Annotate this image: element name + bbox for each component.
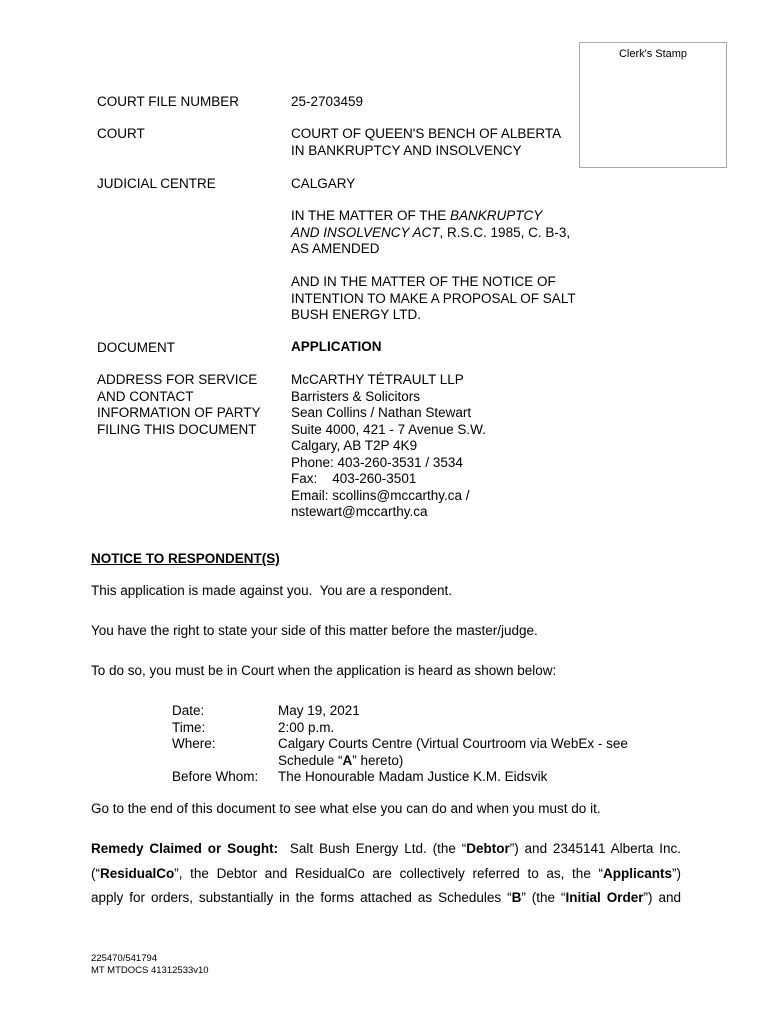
clerks-stamp-box xyxy=(579,42,727,168)
hearing-before-whom: The Honourable Madam Justice K.M. Eidsvik xyxy=(278,769,548,784)
matter-bia xyxy=(291,208,570,258)
notice-paragraph-3: To do so, you must be in Court when the application is heard as shown below: xyxy=(91,663,557,678)
remedy-line-1: Remedy Claimed or Sought: Salt Bush Energy Ltd. (the “Debtor”) and 2345141 Alberta Inc. xyxy=(91,841,681,856)
judicial-centre: CALGARY xyxy=(291,176,356,191)
notice-paragraph-2: You have the right to state your side of this matter before the master/judge. xyxy=(91,623,538,638)
clerks-stamp-label: Clerk's Stamp xyxy=(618,48,688,60)
notice-paragraph-1: This application is made against you. You are a respondent. xyxy=(91,583,452,598)
address-label-line-3: INFORMATION OF PARTY xyxy=(97,405,261,420)
matter-bia-line-1: IN THE MATTER OF THE BANKRUPTCY xyxy=(291,208,543,223)
address-for-service xyxy=(291,372,486,521)
court-file-number: 25-2703459 xyxy=(291,94,364,109)
address-phone: Phone: 403-260-3531 / 3534 xyxy=(291,454,463,470)
address-firm: McCARTHY TÉTRAULT LLP xyxy=(291,372,464,387)
footer-docs-reference: MT MTDOCS 41312533v10 xyxy=(91,965,209,976)
matter-noi xyxy=(291,274,576,324)
hearing-before-label: Before Whom: xyxy=(172,769,259,784)
document-footer xyxy=(91,953,209,977)
address-for-service-label xyxy=(97,372,261,438)
hearing-time-label: Time: xyxy=(172,719,206,735)
hearing-where-label: Where: xyxy=(172,736,216,751)
address-label-line-2: AND CONTACT xyxy=(97,388,194,404)
address-street: Suite 4000, 421 - 7 Avenue S.W. xyxy=(291,421,486,437)
hearing-date: May 19, 2021 xyxy=(278,703,360,718)
hearing-date-label: Date: xyxy=(172,703,205,718)
court-line-2: IN BANKRUPTCY AND INSOLVENCY xyxy=(291,142,522,158)
court-label: COURT xyxy=(97,126,145,141)
address-title: Barristers & Solicitors xyxy=(291,388,421,404)
notice-paragraph-4: Go to the end of this document to see what else you can do and when you must do it. xyxy=(91,801,601,816)
remedy-line-2: (“ResidualCo”, the Debtor and ResidualCo are collectively referred to as, the “Applicants”) xyxy=(91,866,681,881)
remedy-line-3: apply for orders, substantially in the forms attached as Schedules “B” (the “Initial Order”) and xyxy=(91,890,681,905)
address-label-line-4: FILING THIS DOCUMENT xyxy=(97,421,257,437)
document-label: DOCUMENT xyxy=(97,340,175,355)
address-email-1: Email: scollins@mccarthy.ca / xyxy=(291,487,470,503)
address-email-2: nstewart@mccarthy.ca xyxy=(291,504,428,519)
notice-heading: NOTICE TO RESPONDENT(S) xyxy=(91,551,280,566)
hearing-where-line-2: Schedule “A” hereto) xyxy=(278,752,404,768)
court-file-number-label: COURT FILE NUMBER xyxy=(97,94,240,109)
matter-noi-line-2: INTENTION TO MAKE A PROPOSAL OF SALT xyxy=(291,290,576,306)
address-city: Calgary, AB T2P 4K9 xyxy=(291,438,418,453)
hearing-values xyxy=(278,703,628,786)
document-type: APPLICATION xyxy=(291,339,382,354)
hearing-where-line-1: Calgary Courts Centre (Virtual Courtroom via WebEx - see xyxy=(278,736,628,751)
matter-noi-line-1: AND IN THE MATTER OF THE NOTICE OF xyxy=(291,274,556,289)
hearing-labels xyxy=(172,703,258,786)
address-label-line-1: ADDRESS FOR SERVICE xyxy=(97,372,258,387)
hearing-time: 2:00 p.m. xyxy=(278,719,335,735)
footer-file-reference: 225470/541794 xyxy=(91,953,158,964)
matter-noi-line-3: BUSH ENERGY LTD. xyxy=(291,307,422,322)
address-fax: Fax: 403-260-3501 xyxy=(291,471,417,486)
judicial-centre-label: JUDICIAL CENTRE xyxy=(97,176,216,191)
matter-bia-line-3: AS AMENDED xyxy=(291,241,380,256)
court-line-1: COURT OF QUEEN'S BENCH OF ALBERTA xyxy=(291,126,562,141)
matter-bia-line-2: AND INSOLVENCY ACT, R.S.C. 1985, C. B-3, xyxy=(291,224,571,240)
court-name xyxy=(291,126,561,159)
address-counsel: Sean Collins / Nathan Stewart xyxy=(291,405,472,420)
